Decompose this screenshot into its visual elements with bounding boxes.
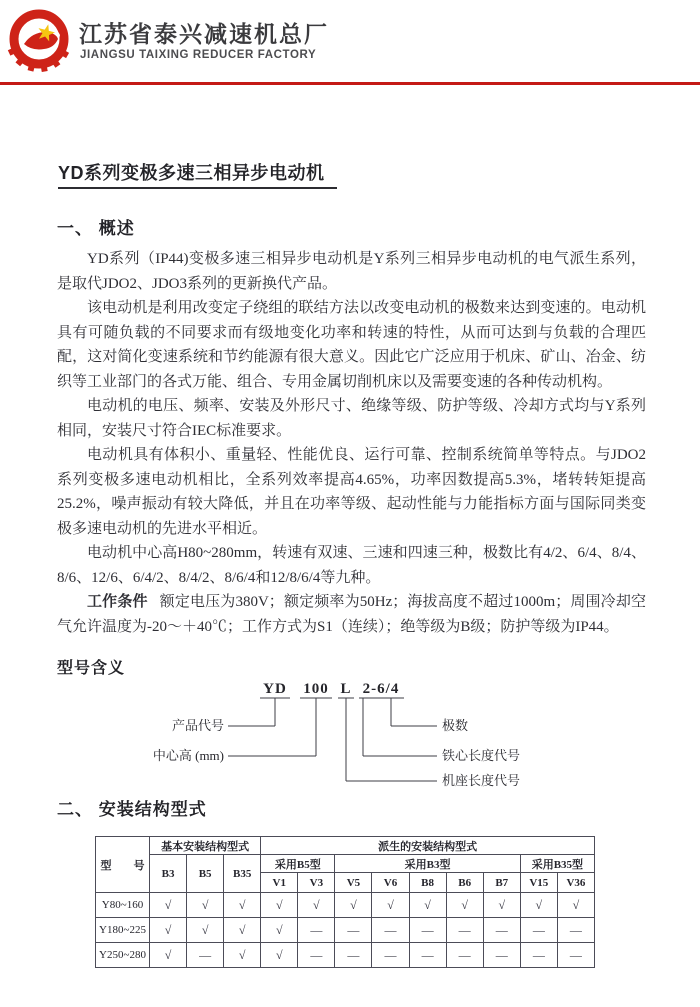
check-cell: — [446, 943, 483, 968]
col-header: V15 [520, 873, 557, 893]
check-cell: — [335, 943, 372, 968]
group-header-derived: 派生的安装结构型式 [261, 837, 595, 855]
company-name-cn: 江苏省泰兴减速机总厂 [79, 21, 329, 47]
col-header: V1 [261, 873, 298, 893]
check-cell: √ [261, 918, 298, 943]
check-cell: √ [446, 893, 483, 918]
model-part-height: 100 [303, 681, 329, 697]
header-divider [0, 82, 700, 85]
col-header: B6 [446, 873, 483, 893]
check-cell: — [446, 918, 483, 943]
work-conditions-text: 额定电压为380V；额定频率为50Hz；海拔高度不超过1000m；周围冷却空气允许温度为-20～＋40℃；工作方式为S1（连续）；绝等级为B级；防护等级为IP44。 [57, 594, 646, 635]
col-header: V3 [298, 873, 335, 893]
work-conditions-paragraph [57, 590, 646, 639]
check-cell: — [372, 918, 409, 943]
subgroup-header-b3: 采用B3型 [335, 855, 520, 873]
model-part-product: YD [263, 681, 287, 697]
corner-header: 型 号 [96, 837, 150, 893]
subgroup-header-b35: 采用B35型 [520, 855, 594, 873]
check-cell: √ [150, 918, 187, 943]
check-cell: — [298, 943, 335, 968]
model-part-frame: L [340, 681, 352, 697]
col-header: V6 [372, 873, 409, 893]
check-cell: √ [224, 943, 261, 968]
col-header: B5 [187, 855, 224, 893]
check-cell: √ [335, 893, 372, 918]
check-cell: — [483, 943, 520, 968]
label-frame-length: 机座长度代号 [442, 773, 521, 788]
paragraph: 电动机的电压、频率、安装及外形尺寸、绝缘等级、防护等级、冷却方式均与Y系列相同，安装尺寸符合IEC标准要求。 [57, 398, 646, 439]
label-product-code: 产品代号 [171, 718, 224, 733]
company-name-en: JIANGSU TAIXING REDUCER FACTORY [80, 49, 317, 61]
table-row [96, 893, 595, 918]
group-header-basic: 基本安装结构型式 [150, 837, 261, 855]
section-heading-installation: 二、 安装结构型式 [57, 800, 207, 819]
check-cell: √ [261, 893, 298, 918]
paragraph: 该电动机是利用改变定子绕组的联结方法以改变电动机的极数来达到变速的。电动机具有可随负载的不同要求而有级地变化功率和转速的特性，从而可达到与负载的合理匹配，这对简化变速系统和节约能源有很大意义。因此它广泛应用于机床、矿山、冶金、纺织等工业部门的各式万能、组合、专用金属切削机床以及需要变速的各种传动机构。 [57, 300, 646, 390]
factory-gear-star-logo-icon [6, 6, 72, 72]
check-cell: √ [520, 893, 557, 918]
label-poles: 极数 [442, 718, 469, 733]
check-cell: √ [372, 893, 409, 918]
check-cell: — [557, 918, 594, 943]
check-cell: √ [298, 893, 335, 918]
check-cell: √ [224, 918, 261, 943]
overview-body [57, 247, 646, 639]
model-part-poles: 2-6/4 [362, 681, 400, 697]
col-header: B35 [224, 855, 261, 893]
col-header: B3 [150, 855, 187, 893]
section-heading-overview: 一、 概述 [57, 219, 135, 238]
check-cell: √ [187, 918, 224, 943]
check-cell: — [520, 943, 557, 968]
col-header: V36 [557, 873, 594, 893]
check-cell: — [298, 918, 335, 943]
check-cell: — [483, 918, 520, 943]
table-row [96, 918, 595, 943]
model-label: Y80~160 [96, 893, 150, 918]
check-cell: — [557, 943, 594, 968]
section-heading-model-meaning: 型号含义 [57, 660, 126, 677]
col-header: B7 [483, 873, 520, 893]
check-cell: √ [187, 893, 224, 918]
paragraph: YD系列（IP44)变极多速三相异步电动机是Y系列三相异步电动机的电气派生系列，是取代JDO2、JDO3系列的更新换代产品。 [57, 251, 646, 292]
check-cell: √ [557, 893, 594, 918]
check-cell: — [372, 943, 409, 968]
check-cell: — [187, 943, 224, 968]
col-header: B8 [409, 873, 446, 893]
check-cell: √ [150, 943, 187, 968]
paragraph: 电动机中心高H80~280mm，转速有双速、三速和四速三种，极数比有4/2、6/4、8/4、8/6、12/6、6/4/2、8/4/2、8/6/4和12/8/6/4等九种。 [57, 545, 646, 586]
page-title: YD系列变极多速三相异步电动机 [58, 163, 325, 183]
paragraph: 电动机具有体积小、重量轻、性能优良、运行可靠、控制系统简单等特点。与JDO2系列变极多速电动机相比，全系列效率提高4.65%，功率因数提高5.3%，堵转转矩提高25.2%，噪声振动有较大降低，并且在功率等级、起动性能与力能指标方面与国际同类变极多速电动机的先进水平相近。 [57, 447, 646, 537]
subgroup-header-b5: 采用B5型 [261, 855, 335, 873]
label-center-height: 中心高 (mm) [152, 748, 224, 763]
installation-structure-table [95, 836, 595, 968]
model-label: Y180~225 [96, 918, 150, 943]
check-cell: √ [261, 943, 298, 968]
check-cell: — [335, 918, 372, 943]
title-underline [58, 187, 337, 189]
check-cell: √ [150, 893, 187, 918]
label-core-length: 铁心长度代号 [442, 748, 521, 763]
col-header: V5 [335, 873, 372, 893]
check-cell: √ [224, 893, 261, 918]
check-cell: √ [483, 893, 520, 918]
model-label: Y250~280 [96, 943, 150, 968]
table-row [96, 943, 595, 968]
check-cell: √ [409, 893, 446, 918]
check-cell: — [520, 918, 557, 943]
check-cell: — [409, 918, 446, 943]
work-conditions-label: 工作条件 [87, 594, 148, 610]
check-cell: — [409, 943, 446, 968]
